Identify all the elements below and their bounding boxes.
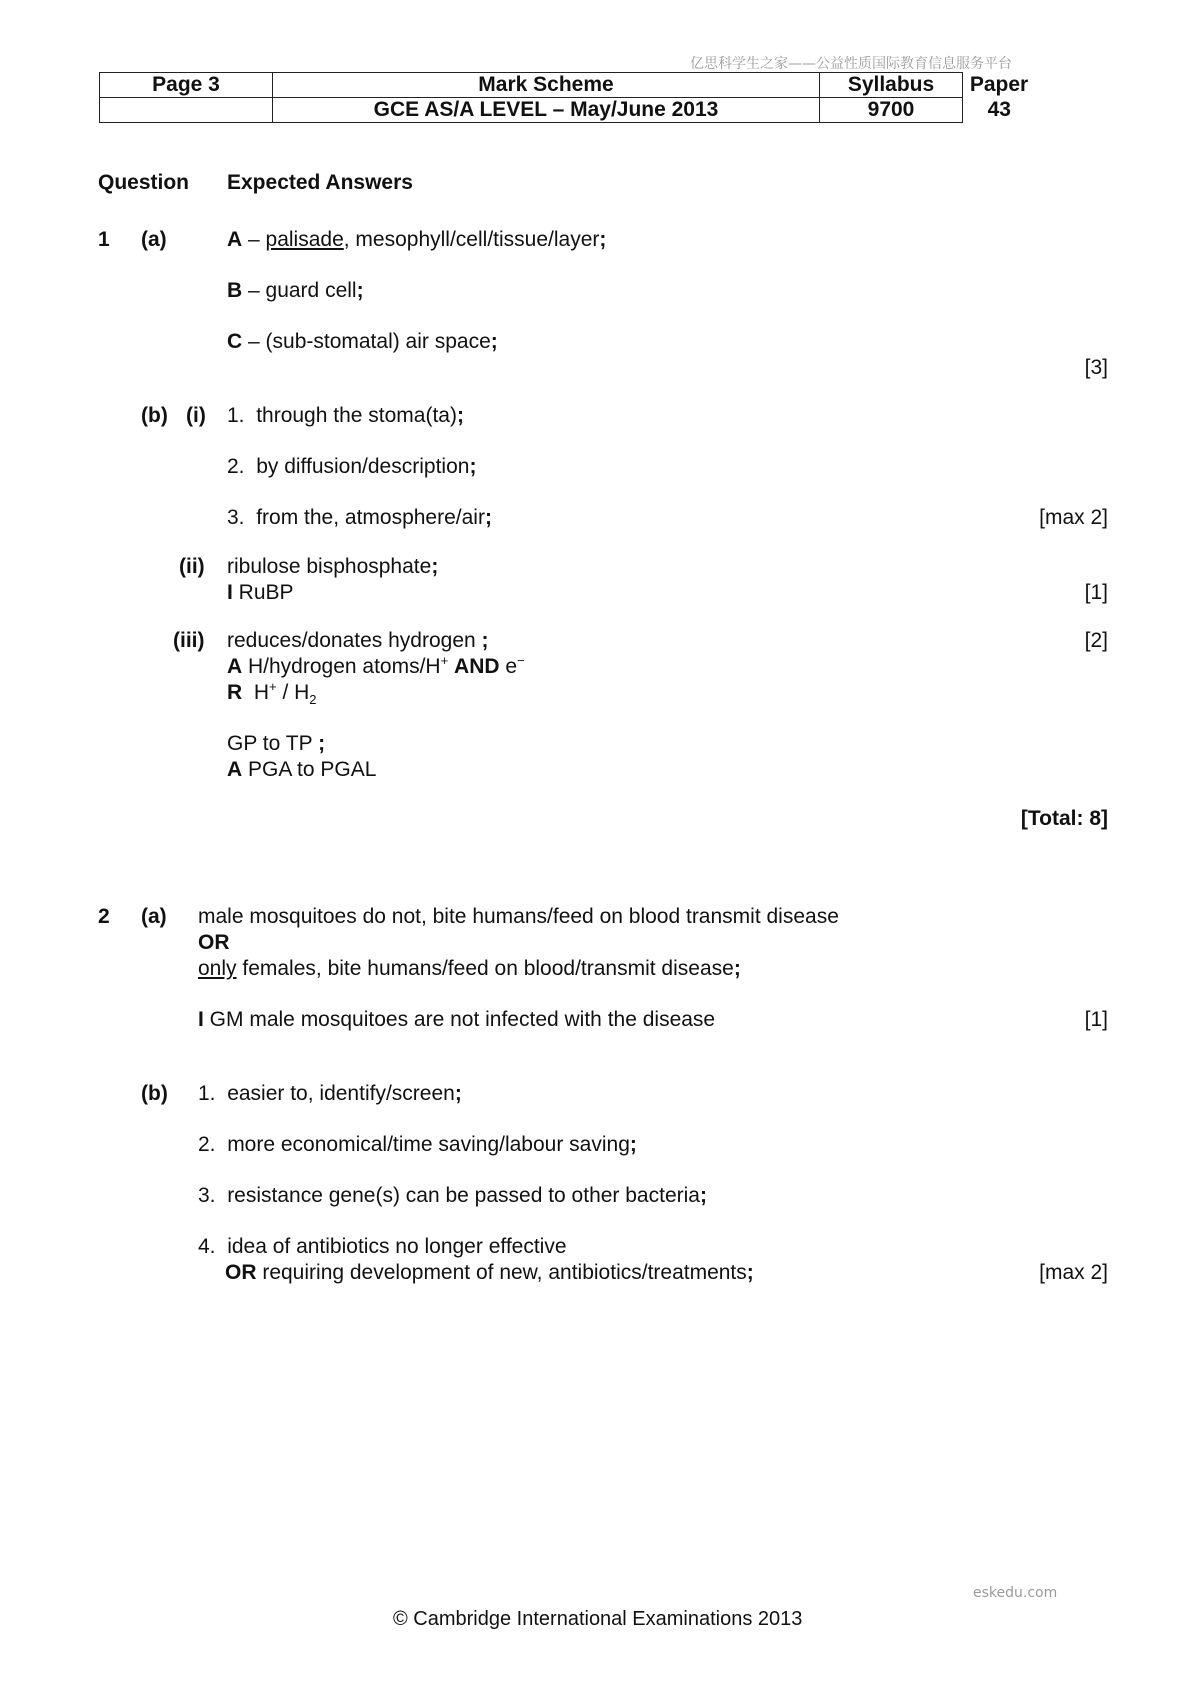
header-syllabus: 9700: [820, 98, 963, 123]
q1a-answer-b: B – guard cell;: [227, 279, 364, 302]
q1biii-gp-tp: GP to TP ;: [227, 732, 326, 755]
q2b-marks: [max 2]: [1039, 1261, 1108, 1284]
column-question: Question: [98, 171, 190, 194]
q2a-line-1: male mosquitoes do not, bite humans/feed on blood transmit disease: [198, 905, 839, 928]
q1-number: 1: [98, 228, 110, 251]
q1bii-label: (ii): [179, 555, 205, 578]
header-table: [99, 72, 1036, 123]
q1a-answer-c: C – (sub-stomatal) air space;: [227, 330, 498, 353]
q1bi-point-2: 2. by diffusion/description;: [227, 455, 477, 478]
q1bi-point-3: 3. from the, atmosphere/air;: [227, 506, 492, 529]
q2a-or: OR: [198, 931, 230, 954]
q1biii-marks: [2]: [1084, 629, 1108, 652]
watermark-top: 亿思科学生之家——公益性质国际教育信息服务平台: [690, 56, 1012, 72]
q1biii-accept-2: A PGA to PGAL: [227, 758, 377, 781]
q2-number: 2: [98, 905, 110, 928]
q2a-label: (a): [141, 905, 167, 928]
q1a-marks: [3]: [1084, 356, 1108, 379]
q2b-point-2: 2. more economical/time saving/labour saving;: [198, 1133, 637, 1156]
q2b-point-4: 4. idea of antibiotics no longer effective: [198, 1235, 567, 1258]
q2a-marks: [1]: [1084, 1008, 1108, 1031]
q2b-point-3: 3. resistance gene(s) can be passed to other bacteria;: [198, 1184, 707, 1207]
q1biii-answer: reduces/donates hydrogen ;: [227, 629, 489, 652]
q2b-point-4-or: OR requiring development of new, antibiotics/treatments;: [225, 1261, 754, 1284]
q1bii-answer: ribulose bisphosphate;: [227, 555, 439, 578]
q1biii-reject: R $H^+ / H_2$: [227, 679, 317, 708]
header-mark-scheme: Mark Scheme: [273, 73, 820, 98]
q1bi-marks: [max 2]: [1039, 506, 1108, 529]
header-syllabus-label: Syllabus: [820, 73, 963, 98]
q1b-label: (b): [141, 404, 168, 427]
footer-copyright: © Cambridge International Examinations 2013: [393, 1608, 803, 1630]
q2b-point-1: 1. easier to, identify/screen;: [198, 1082, 462, 1105]
q1biii-accept: A H/hydrogen atoms/H+ AND e−: [227, 653, 525, 678]
q1bi-point-1: 1. through the stoma(ta);: [227, 404, 464, 427]
q1a-answer-a: A – palisade, mesophyll/cell/tissue/layer;: [227, 228, 607, 251]
q2b-label: (b): [141, 1082, 168, 1105]
header-paper: 43: [987, 98, 1011, 121]
q1bii-marks: [1]: [1084, 581, 1108, 604]
header-exam: GCE AS/A LEVEL – May/June 2013: [273, 98, 820, 123]
q1bi-label: (i): [186, 404, 206, 427]
q2a-ignore: I GM male mosquitoes are not infected with the disease: [198, 1008, 716, 1031]
column-answers: Expected Answers: [227, 171, 413, 194]
q2a-line-2: only females, bite humans/feed on blood/transmit disease;: [198, 957, 741, 980]
header-page: Page 3: [100, 73, 273, 98]
q1bii-ignore: I RuBP: [227, 581, 294, 604]
q1biii-label: (iii): [173, 629, 205, 652]
header-empty-cell: [100, 98, 273, 123]
header-paper-label: Paper: [969, 73, 1029, 96]
watermark-bottom: eskedu.com: [973, 1585, 1058, 1601]
q1a-label: (a): [141, 228, 167, 251]
q1-total: [Total: 8]: [1020, 807, 1108, 830]
